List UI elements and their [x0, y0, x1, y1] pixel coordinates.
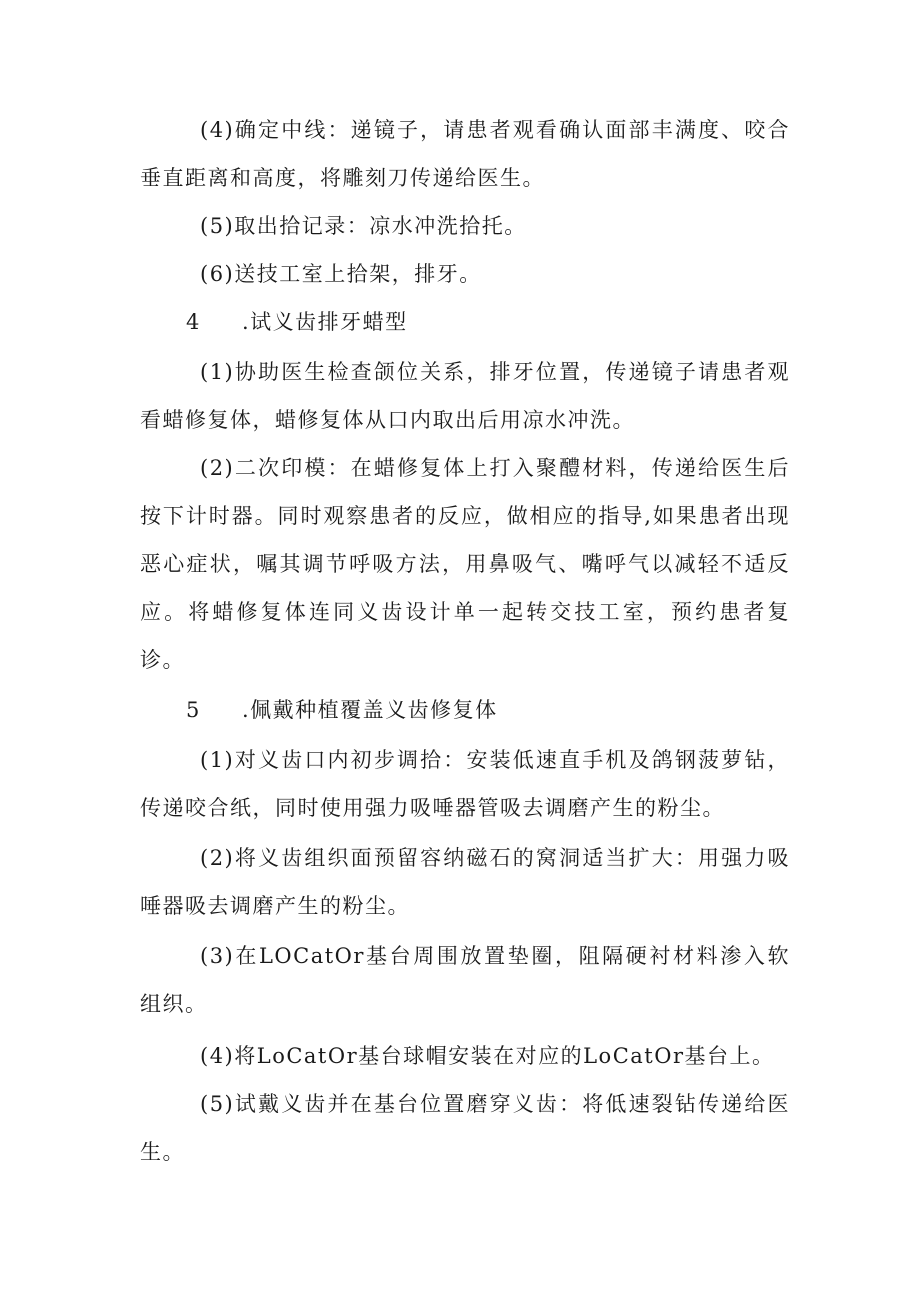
section-number: 5 [186, 698, 201, 722]
paragraph-enlarge-cavity: (2)将义齿组织面预留容纳磁石的窝洞适当扩大：用强力吸唾器吸去调磨产生的粉尘。 [140, 846, 790, 918]
paragraph-initial-adjustment: (1)对义齿口内初步调拾：安装低速直手机及鸽钢菠萝钻，传递咬合纸，同时使用强力吸唾器管吸去调磨产生的粉尘。 [140, 748, 790, 820]
paragraph-determine-midline: (4)确定中线：递镜子，请患者观看确认面部丰满度、咬合垂直距离和高度，将雕刻刀传递给医生。 [140, 118, 790, 190]
paragraph-remove-bite-record: (5)取出拾记录：凉水冲洗拾托。 [200, 214, 527, 238]
paragraph-second-impression: (2)二次印模：在蜡修复体上打入聚醴材料，传递给医生后按下计时器。同时观察患者的反应，做相应的指导,如果患者出现恶心症状，嘱其调节呼吸方法，用鼻吸气、嘴呼气以减轻不适反应。将蜡修复体连同义齿设计单一起转交技工室，预约患者复诊。 [140, 456, 790, 672]
paragraph-check-jaw-relation: (1)协助医生检查颌位关系，排牙位置，传递镜子请患者观看蜡修复体，蜡修复体从口内取出后用凉水冲洗。 [140, 360, 790, 432]
paragraph-try-in-denture: (5)试戴义齿并在基台位置磨穿义齿：将低速裂钻传递给医生。 [140, 1092, 790, 1164]
paragraph-send-to-lab: (6)送技工室上拾架，排牙。 [200, 262, 482, 286]
paragraph-install-caps: (4)将LoCatOr基台球帽安装在对应的LoCatOr基台上。 [200, 1044, 775, 1068]
section-number: 4 [186, 310, 201, 334]
section-title: .试义齿排牙蜡型 [242, 310, 408, 334]
section-heading-5 [186, 686, 498, 734]
paragraph-place-spacer: (3)在LOCatOr基台周围放置垫圈，阻隔硬衬材料渗入软组织。 [140, 944, 790, 1016]
section-title: .佩戴种植覆盖义齿修复体 [242, 698, 498, 722]
section-heading-4 [186, 298, 408, 346]
